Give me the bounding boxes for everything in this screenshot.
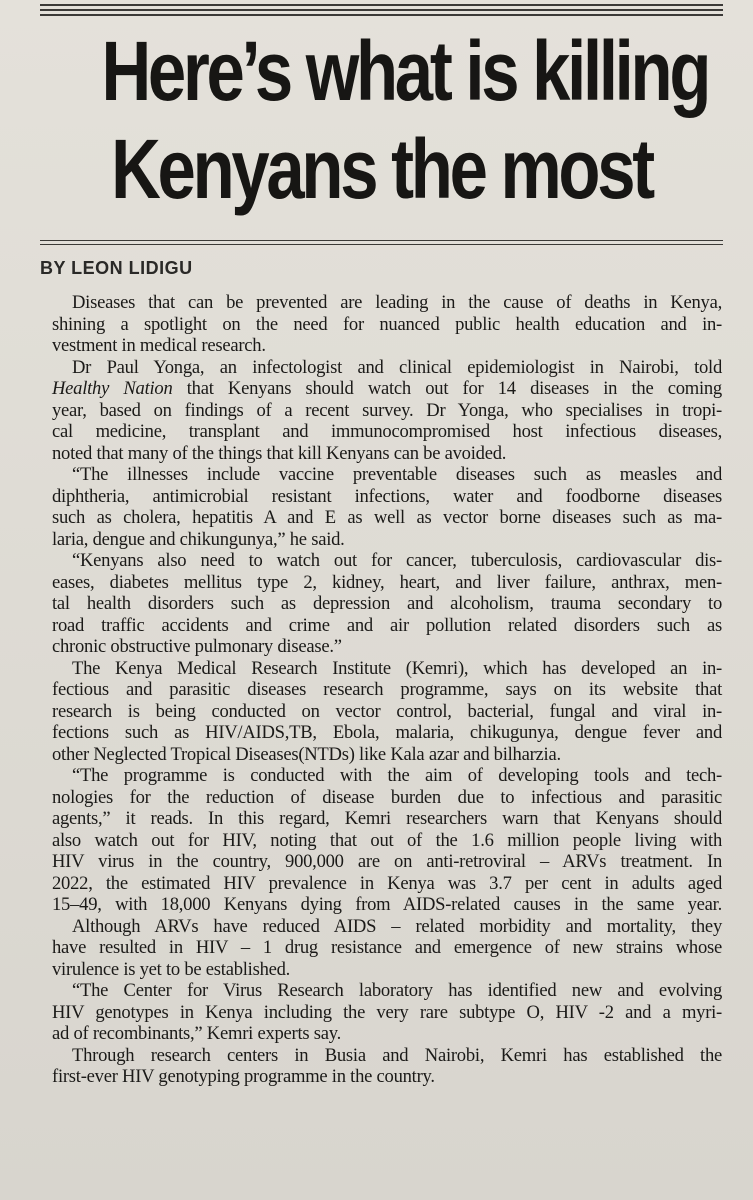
- text-line: fectious and parasitic diseases research programme, says on its website that: [52, 679, 722, 700]
- headline-line-1: Here’s what is killing: [101, 24, 709, 118]
- text-line: Although ARVs have reduced AIDS – related morbidity and mortality, they: [72, 915, 722, 937]
- text-line: HIV virus in the country, 900,000 are on anti-retroviral – ARVs treatment. In: [52, 851, 722, 872]
- text-line: diphtheria, antimicrobial resistant infections, water and foodborne diseases: [52, 485, 722, 507]
- headline-line-2: Kenyans the most: [111, 122, 652, 216]
- paragraph: [32, 765, 722, 916]
- text-line: fections such as HIV/AIDS,TB, Ebola, malaria, chikugunya, dengue fever and: [52, 722, 722, 743]
- text-line: vestment in medical research.: [52, 335, 266, 356]
- paragraph: [32, 916, 722, 981]
- text-line: “Kenyans also need to watch out for cancer, tuberculosis, cardiovascular dis-: [72, 550, 722, 571]
- text-line: The Kenya Medical Research Institute (Kemri), which has developed an in-: [72, 657, 722, 679]
- text-line: “The programme is conducted with the aim of developing tools and tech-: [72, 765, 722, 786]
- text-line: have resulted in HIV – 1 drug resistance and emergence of new strains whose: [52, 937, 722, 958]
- text-line: such as cholera, hepatitis A and E as well as vector borne diseases such as ma-: [52, 507, 722, 528]
- text-line: ad of recombinants,” Kemri experts say.: [52, 1023, 342, 1044]
- paragraph: [32, 1045, 722, 1088]
- paragraph: [32, 464, 722, 550]
- text-segment: that Kenyans should watch out for 14 diseases in the coming: [172, 378, 722, 399]
- text-line: “The Center for Virus Research laboratory has identified new and evolving: [72, 980, 722, 1001]
- text-line: nologies for the reduction of disease burden due to infectious and parasitic: [52, 786, 722, 808]
- text-line: Dr Paul Yonga, an infectologist and clinical epidemiologist in Nairobi, told: [72, 356, 722, 378]
- text-line: Through research centers in Busia and Nairobi, Kemri has established the: [72, 1044, 722, 1066]
- text-line: year, based on findings of a recent survey. Dr Yonga, who specialises in tropi-: [52, 399, 722, 421]
- headline-rule: [40, 240, 723, 246]
- text-line: also watch out for HIV, noting that out of the 1.6 million people living with: [52, 829, 722, 851]
- text-line: “The illnesses include vaccine preventable diseases such as measles and: [72, 464, 722, 485]
- paragraph: [32, 550, 722, 658]
- text-line: research is being conducted on vector control, bacterial, fungal and viral in-: [52, 700, 722, 722]
- text-line: agents,” it reads. In this regard, Kemri researchers warn that Kenyans should: [52, 808, 722, 829]
- text-line: shining a spotlight on the need for nuanced public health education and in-: [52, 313, 722, 335]
- text-line: 15–49, with 18,000 Kenyans dying from AIDS-related causes in the same year.: [52, 894, 722, 915]
- text-line: cal medicine, transplant and immunocompromised host infectious diseases,: [52, 421, 722, 442]
- paragraph: [32, 292, 722, 357]
- text-line: eases, diabetes mellitus type 2, kidney, heart, and liver failure, anthrax, men-: [52, 571, 722, 593]
- top-rule: [40, 4, 723, 24]
- headline: [101, 22, 709, 218]
- text-line: HIV genotypes in Kenya including the very rare subtype O, HIV -2 and a myri-: [52, 1001, 722, 1023]
- text-line: Diseases that can be prevented are leading in the cause of deaths in Kenya,: [72, 292, 722, 313]
- text-line: other Neglected Tropical Diseases(NTDs) like Kala azar and bilharzia.: [52, 743, 561, 765]
- publication-name: Healthy Nation: [52, 378, 173, 399]
- text-line: laria, dengue and chikungunya,” he said.: [52, 528, 345, 550]
- paragraph: [32, 357, 722, 465]
- text-line: virulence is yet to be established.: [52, 958, 291, 980]
- article-body: [32, 292, 722, 1088]
- text-line: road traffic accidents and crime and air pollution related disorders such as: [52, 614, 722, 636]
- text-line: noted that many of the things that kill Kenyans can be avoided.: [52, 442, 507, 464]
- text-line: tal health disorders such as depression and alcoholism, trauma secondary to: [52, 593, 722, 614]
- byline: BY LEON LIDIGU: [40, 258, 193, 278]
- paragraph: [32, 658, 722, 766]
- text-line: first-ever HIV genotyping programme in the country.: [52, 1066, 435, 1087]
- paragraph: [32, 980, 722, 1045]
- text-line: [32, 378, 722, 400]
- text-line: chronic obstructive pulmonary disease.”: [52, 636, 342, 657]
- text-line: 2022, the estimated HIV prevalence in Kenya was 3.7 per cent in adults aged: [52, 872, 722, 894]
